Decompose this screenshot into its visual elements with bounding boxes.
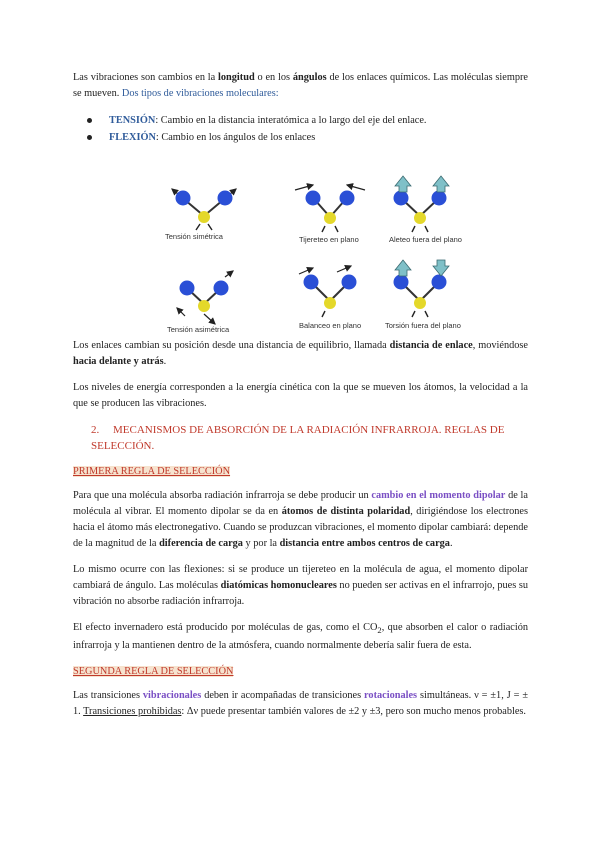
arrow-up-icon bbox=[395, 260, 411, 276]
greenhouse-paragraph: El efecto invernadero está producido por moléculas de gas, como el $CO_2$, que absorben el calor o radiación infrarroja y la mantienen dentro de la atmósfera, cuando normalmente debería salir fuera de esta. bbox=[73, 622, 528, 652]
vibration-types-list bbox=[73, 112, 528, 146]
twisting-molecule bbox=[385, 260, 461, 330]
caption-wagging: Aleteo fuera del plano bbox=[389, 235, 462, 244]
asymmetric-stretch-molecule bbox=[73, 154, 233, 332]
energy-levels-paragraph: Los niveles de energía corresponden a la energía cinética con la que se mueven los átomos, la velocidad a la que se producen las vibraciones. bbox=[73, 382, 528, 409]
section-heading: 2. MECANISMOS DE ABSORCIÓN DE LA RADIACIÓN INFRARROJA. REGLAS DE SELECCIÓN. bbox=[91, 424, 505, 452]
caption-symmetric-stretch: Tensión simétrica bbox=[165, 232, 223, 241]
second-rule-paragraph: Las transiciones vibracionales deben ir acompañadas de transiciones rotacionales simultáneas. ν = ±1, J = ± 1. Transiciones prohibidas: Δν puede presentar también valores de ±2 y ±3, pero son mucho menos probables. bbox=[73, 690, 529, 718]
first-rule-paragraph: Para que una molécula absorba radiación infrarroja se debe producir un cambio en el momento dipolar de la molécula al vibrar. El momento dipolar se da en átomos de distinta polaridad, dirigiéndose los electrones hacia el átomo más electronegativo. Cuando se produzcan vibraciones, el momento dipolar cambiará: depende de la magnitud de la diferencia de carga y por la distancia entre ambos centros de carga. bbox=[73, 490, 528, 549]
caption-asymmetric-stretch: Tensión asimétrica bbox=[167, 325, 230, 332]
document-body bbox=[73, 70, 528, 730]
first-rule-title: PRIMERA REGLA DE SELECCIÓN bbox=[73, 466, 231, 477]
intro-paragraph: Las vibraciones son cambios en la longitud o en los ángulos de los enlaces químicos. Las moléculas siempre se mueven. Dos tipos de vibraciones moleculares: bbox=[73, 72, 528, 99]
caption-scissoring: Tijereteo en plano bbox=[299, 235, 359, 244]
wagging-molecule bbox=[389, 176, 462, 244]
list-item: TENSIÓN: Cambio en la distancia interatómica a lo largo del eje del enlace. bbox=[73, 112, 528, 129]
arrow-up-icon bbox=[433, 176, 449, 192]
bullet-icon bbox=[87, 135, 92, 140]
arrow-down-icon bbox=[433, 260, 449, 276]
arrow-up-icon bbox=[395, 176, 411, 192]
scissoring-molecule bbox=[295, 185, 365, 244]
caption-rocking: Balanceo en plano bbox=[299, 321, 362, 330]
vibration-modes-figure bbox=[73, 154, 528, 332]
list-item: FLEXIÓN: Cambio en los ángulos de los enlaces bbox=[73, 129, 528, 146]
bond-distance-paragraph: Los enlaces cambian su posición desde una distancia de equilibrio, llamada distancia de enlace, moviéndose hacia delante y atrás. bbox=[73, 340, 528, 367]
second-rule-title: SEGUNDA REGLA DE SELECCIÓN bbox=[73, 666, 234, 678]
symmetric-stretch-molecule bbox=[165, 189, 236, 241]
rocking-molecule bbox=[299, 266, 361, 330]
caption-twisting: Torsión fuera del plano bbox=[385, 321, 461, 330]
flexion-paragraph: Lo mismo ocurre con las flexiones: si se produce un tijereteo en la molécula de agua, el momento dipolar cambiará de ángulo. Las moléculas diatómicas homonucleares no pueden ser activas en el infrarrojo, pues su vibración no absorbe radiación infrarroja. bbox=[73, 564, 528, 607]
vibration-modes-diagram bbox=[73, 154, 528, 332]
bullet-icon bbox=[87, 118, 92, 123]
